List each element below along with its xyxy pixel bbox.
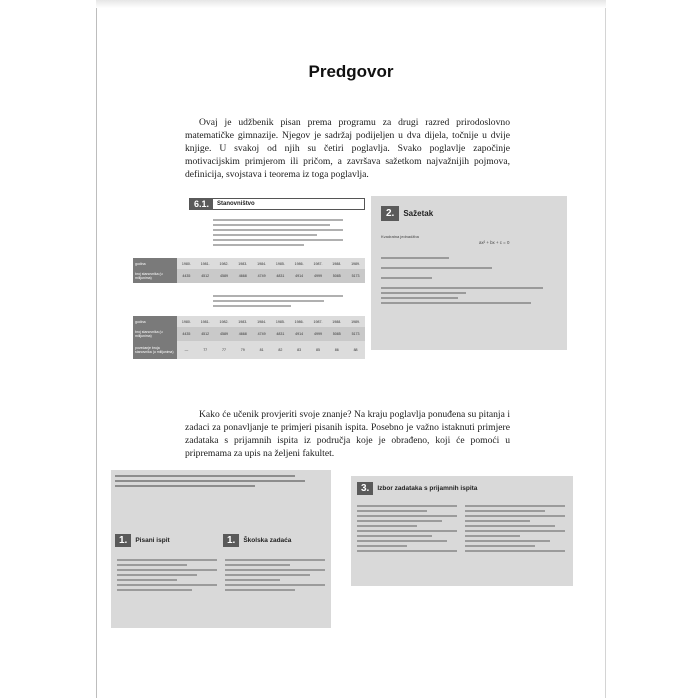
table-cell: 5085 xyxy=(332,332,341,336)
homework-title: Školska zadaća xyxy=(243,537,292,544)
table-cell: 1981. xyxy=(200,319,210,324)
table-cell: 1985. xyxy=(275,319,285,324)
intro-paragraph-text: Ovaj je udžbenik pisan prema programu za drugi razred prirodoslovno matematičke gimnazije. Njegov je sadržaj podijeljen u dva dijela, točnije u dvije knjige. U svakoj od njih su četiri poglavlja. Svako poglavlje započinje motivacijskim primjerom ili pričom, a završava sažetkom najvažnijih pojmova, definicija, svojstava i teorema iz toga poglavlja. xyxy=(185,117,510,180)
table-cell: 1986. xyxy=(294,261,304,266)
table-cell: 1986. xyxy=(294,319,304,324)
table-cell: 1982. xyxy=(219,319,229,324)
table-cell: 4749 xyxy=(257,332,266,336)
summary-number-badge: 2. xyxy=(381,206,399,221)
table-cell: 1983. xyxy=(238,261,248,266)
table-cell: 81 xyxy=(259,348,264,352)
summary-line: Kvadratna jednadžba xyxy=(381,234,419,239)
table-cell: 4435 xyxy=(182,332,191,336)
table-cell: 82 xyxy=(278,348,283,352)
table-cell: 77 xyxy=(221,348,226,352)
table-cell: 1984. xyxy=(257,319,267,324)
table-cell: 4435 xyxy=(182,274,191,278)
table-cell: 4512 xyxy=(201,332,210,336)
entrance-header xyxy=(357,482,477,495)
table-cell: 1987. xyxy=(313,261,323,266)
exam-number-badge: 1. xyxy=(115,534,131,547)
table-cell: — xyxy=(184,348,189,352)
row-label: godina xyxy=(133,316,177,327)
table-cell: 4668 xyxy=(238,332,247,336)
table-cell: 1989. xyxy=(351,261,361,266)
summary-formula: ax² + bx + c = 0 xyxy=(479,240,510,245)
table-cell: 4589 xyxy=(219,332,228,336)
document-page xyxy=(96,8,606,698)
row-label: broj stanovnika (u milijunima) xyxy=(133,269,177,283)
table-cell: 1982. xyxy=(219,261,229,266)
homework-header xyxy=(223,534,291,547)
table-row xyxy=(133,269,365,283)
population-table-2 xyxy=(133,316,365,359)
table-cell: 4999 xyxy=(313,274,322,278)
second-paragraph-text: Kako će učenik provjeriti svoje znanje? Na kraju poglavlja ponuđena su pitanja i zadaci za ponavljanje te primjeri pisanih ispita. Posebno je važno istaknuti primjere zadataka s prijamnih ispita iz područja koje je obrađeno, koji će pomoći u pripremama za upis na željeni fakultet. xyxy=(185,409,510,459)
table-cell: 5173 xyxy=(351,274,360,278)
table-cell: 4831 xyxy=(276,332,285,336)
row-label: povećanje broja stanovnika (u milijunima) xyxy=(133,341,177,359)
table-cell: 4914 xyxy=(295,332,304,336)
sample-page-stanovnistvo xyxy=(133,194,365,370)
table-cell: 1988. xyxy=(332,319,342,324)
exam-top-lines xyxy=(115,472,315,490)
table-cell: 4914 xyxy=(295,274,304,278)
table-row xyxy=(133,258,365,269)
exam-title: Pisani ispit xyxy=(135,537,170,544)
sample-page-sazetak xyxy=(371,196,567,350)
summary-title: Sažetak xyxy=(403,209,434,218)
entrance-body-left xyxy=(357,502,457,555)
row-label: broj stanovnika (u milijunima) xyxy=(133,327,177,341)
table-cell: 1984. xyxy=(257,261,267,266)
page-title: Predgovor xyxy=(308,62,394,81)
entrance-number-badge: 3. xyxy=(357,482,373,495)
table-cell: 86 xyxy=(334,348,339,352)
row-label: godina xyxy=(133,258,177,269)
table-cell: 1989. xyxy=(351,319,361,324)
exam-body-lines xyxy=(117,556,217,594)
table-cell: 1980. xyxy=(181,261,191,266)
table-row xyxy=(133,327,365,341)
table-cell: 83 xyxy=(297,348,302,352)
table-row xyxy=(133,341,365,359)
table-cell: 4999 xyxy=(313,332,322,336)
scan-top-edge xyxy=(96,0,606,8)
second-paragraph xyxy=(185,408,510,460)
summary-header xyxy=(381,206,433,221)
table-cell: 77 xyxy=(203,348,208,352)
table-cell: 1981. xyxy=(200,261,210,266)
table-cell: 4831 xyxy=(276,274,285,278)
sample-page-ispiti xyxy=(111,470,331,628)
table-cell: 1980. xyxy=(181,319,191,324)
sample-body-text xyxy=(213,216,343,249)
entrance-body-right xyxy=(465,502,565,555)
section-title: Stanovništvo xyxy=(217,201,255,207)
table-cell: 4668 xyxy=(238,274,247,278)
table-cell: 88 xyxy=(353,348,358,352)
table-cell: 4589 xyxy=(219,274,228,278)
table-cell: 5085 xyxy=(332,274,341,278)
table-cell: 79 xyxy=(240,348,245,352)
table-cell: 1988. xyxy=(332,261,342,266)
table-cell: 1985. xyxy=(275,261,285,266)
population-table-1 xyxy=(133,258,365,283)
entrance-title: Izbor zadataka s prijamnih ispita xyxy=(377,485,478,492)
table-cell: 1987. xyxy=(313,319,323,324)
table-row xyxy=(133,316,365,327)
table-cell: 5173 xyxy=(351,332,360,336)
section-header xyxy=(189,198,365,210)
homework-number-badge: 1. xyxy=(223,534,239,547)
table-cell: 85 xyxy=(315,348,320,352)
section-number-badge: 6.1. xyxy=(190,198,213,210)
table-cell: 4512 xyxy=(201,274,210,278)
summary-body-lines xyxy=(381,254,551,307)
sample-page-prijamni xyxy=(351,476,573,586)
intro-paragraph xyxy=(185,116,510,181)
table-cell: 1983. xyxy=(238,319,248,324)
homework-body-lines xyxy=(225,556,325,594)
sample-body-text-2 xyxy=(213,292,343,310)
exam-header xyxy=(115,534,170,547)
table-cell: 4749 xyxy=(257,274,266,278)
